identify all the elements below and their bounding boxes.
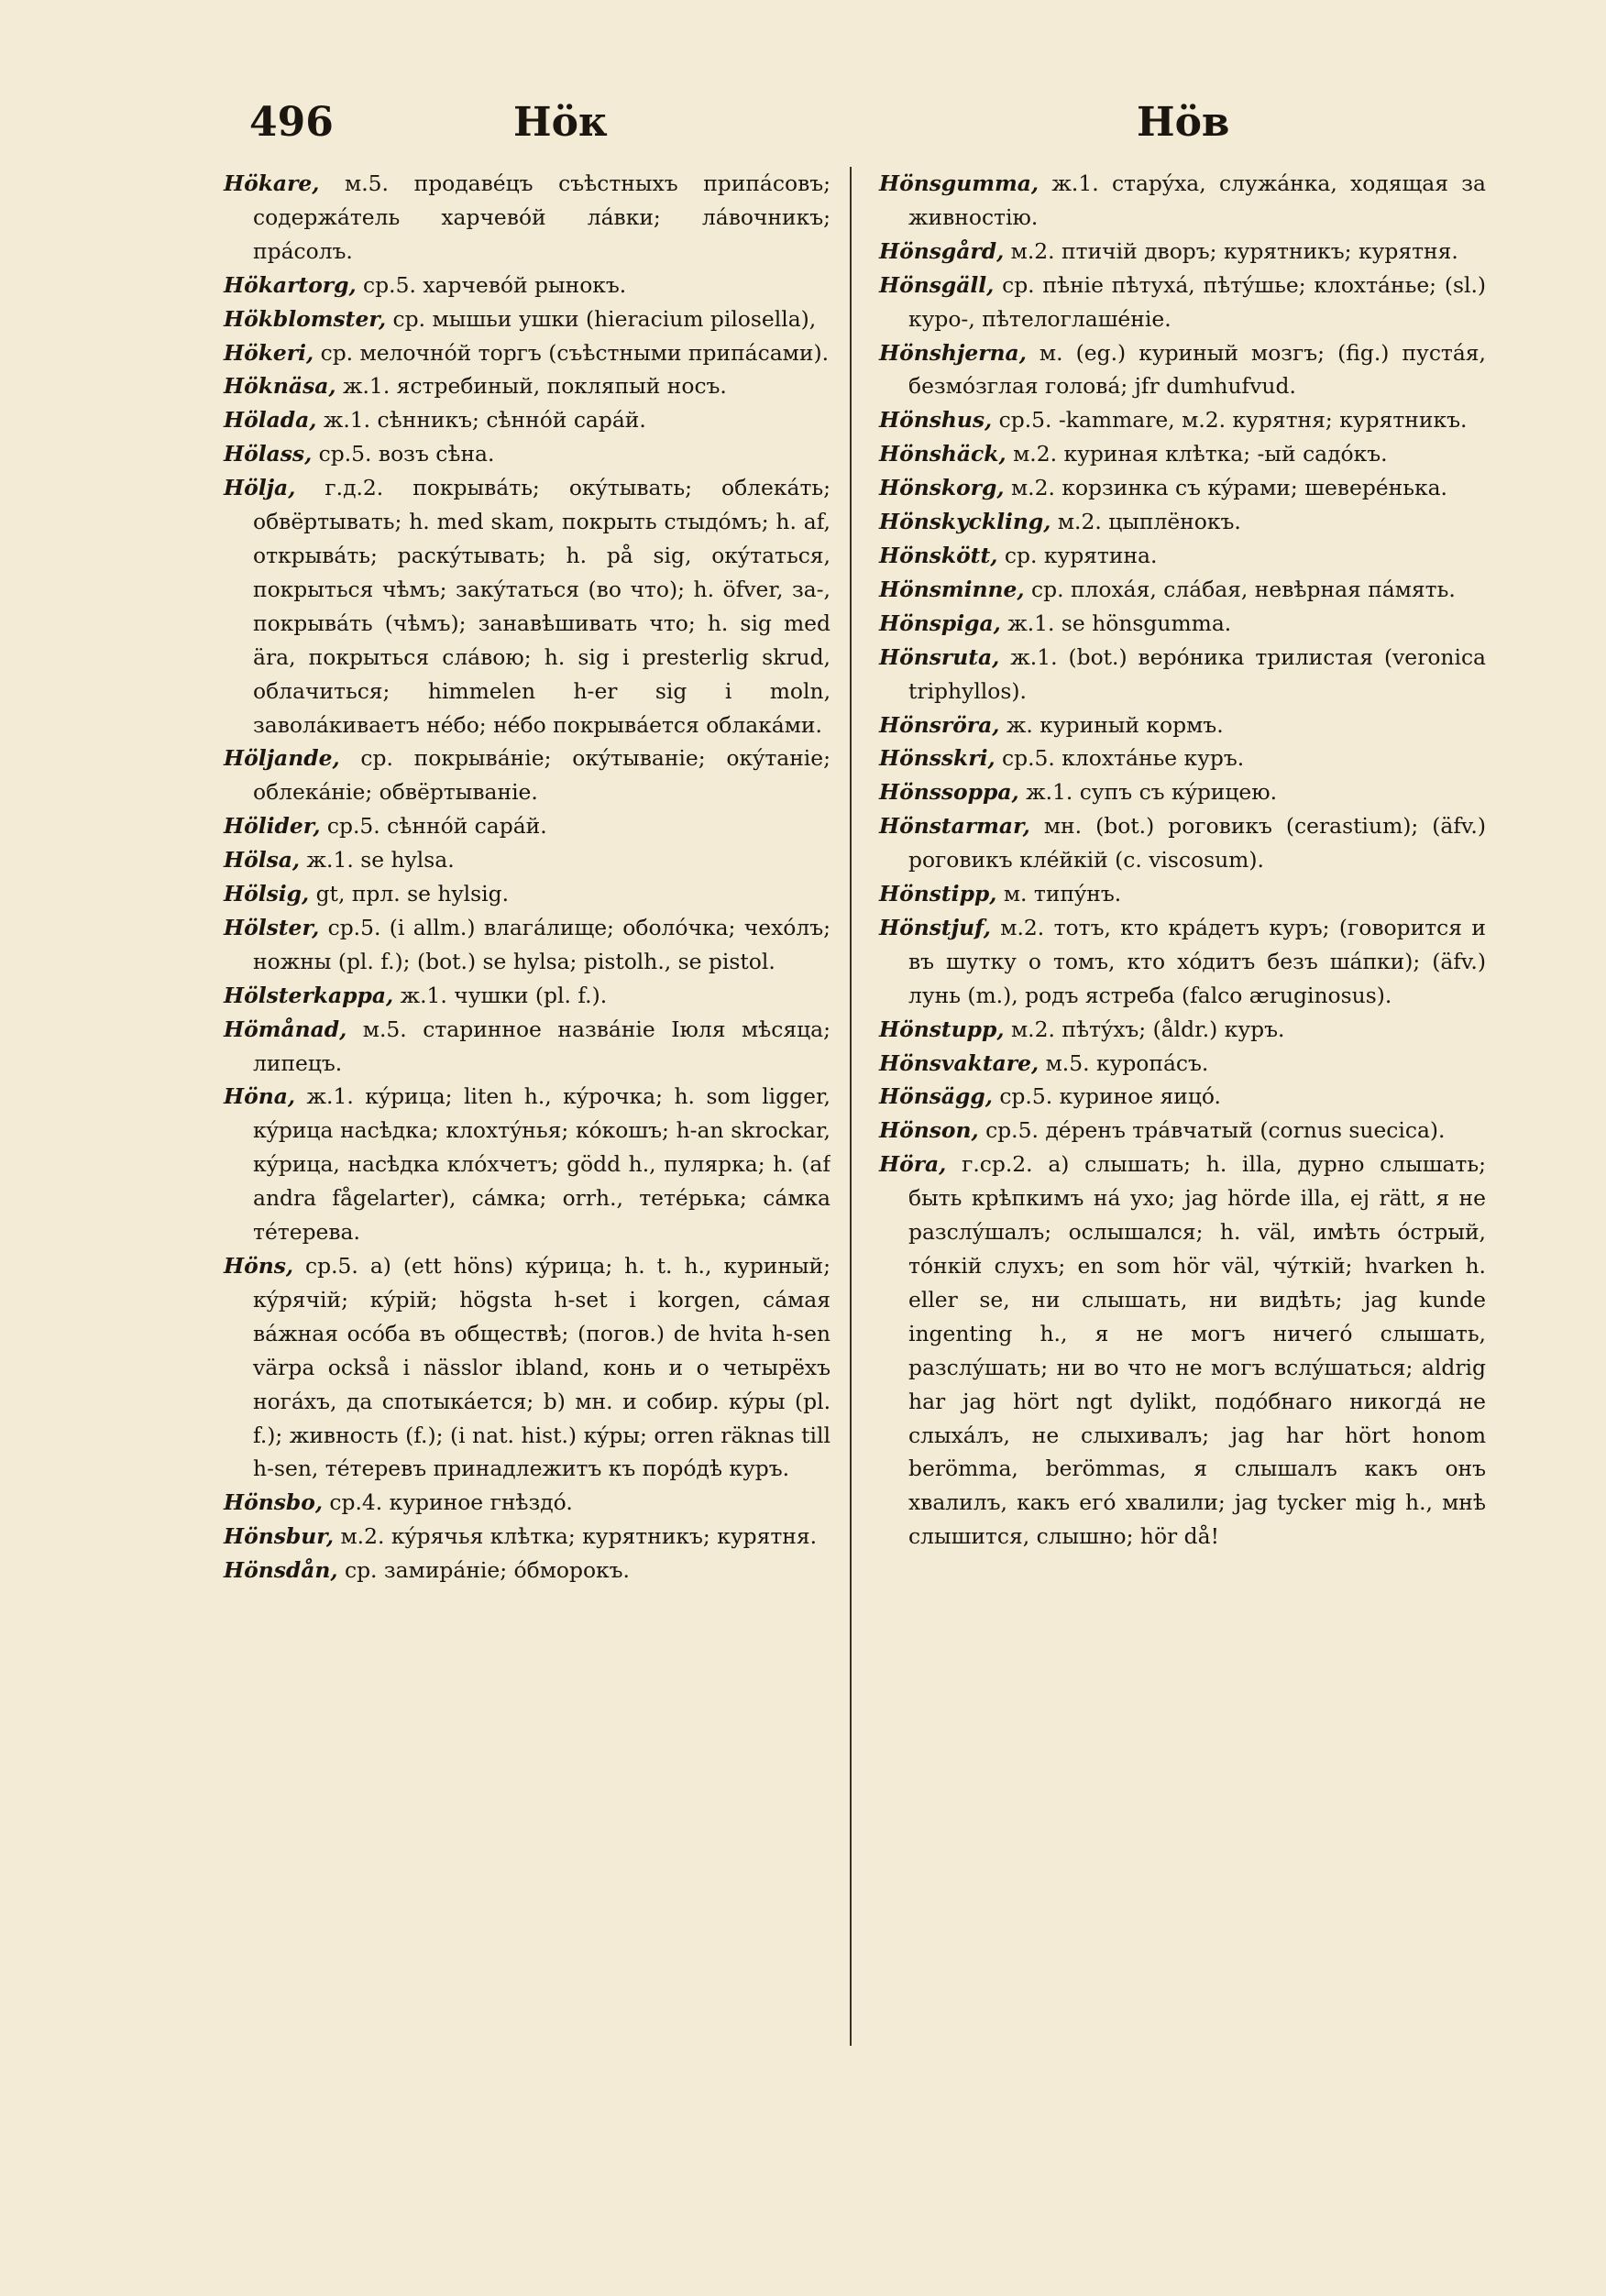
entry-headword: Hölass,	[224, 441, 313, 467]
dictionary-entry	[872, 809, 1486, 877]
dictionary-entry	[216, 437, 830, 471]
dictionary-entry	[872, 1114, 1486, 1148]
entry-headword: Hönson,	[879, 1117, 979, 1144]
entry-headword: Hönsdån,	[224, 1557, 338, 1584]
dictionary-entry	[872, 403, 1486, 437]
dictionary-entry	[872, 877, 1486, 911]
entry-definition: ж.1. (bot.) верóника трилистая (veronica triphyllos).	[908, 643, 1486, 704]
entry-definition: ж. куриный кормъ.	[999, 711, 1224, 738]
entry-headword: Hönsvaktare,	[879, 1049, 1040, 1076]
entry-headword: Hönsbur,	[224, 1523, 335, 1550]
entry-definition: ж.1. кýрица; liten h., кýрочка; h. som ligger, кýрица насѣдка; клохтýнья; кóкошъ; h-an skrockar, кýрица, насѣдка клóхчетъ; gödd h., пулярка; h. (af andra fågelarter), сáмка; orrh., тетéрька; сáмка тéтерева.	[253, 1083, 830, 1246]
dictionary-entry	[872, 1047, 1486, 1081]
entry-definition: ср.5. дéренъ трáвчатый (cornus suecica).	[978, 1117, 1446, 1144]
entry-headword: Hönssoppa,	[879, 779, 1019, 806]
entry-definition: ср. покрывáніе; окýтываніе; окýтаніе; облекáніе; обвёртываніе.	[253, 745, 830, 806]
entry-definition: gt, прл. se hylsig.	[309, 881, 510, 907]
dictionary-entry	[872, 1148, 1486, 1554]
dictionary-entry	[872, 505, 1486, 539]
entry-definition: ср. курятина.	[997, 542, 1158, 568]
entry-headword: Hönsskri,	[879, 745, 996, 772]
dictionary-entry	[872, 471, 1486, 505]
entry-headword: Hönshus,	[879, 407, 993, 434]
dictionary-entry	[872, 607, 1486, 641]
dictionary-entry	[216, 979, 830, 1013]
entry-definition: ср.5. клохтáнье куръ.	[995, 745, 1245, 772]
entry-headword: Hönstupp,	[879, 1016, 1005, 1042]
dictionary-entry	[872, 167, 1486, 235]
left-column	[216, 167, 830, 2266]
dictionary-entry	[216, 403, 830, 437]
entry-headword: Hökare,	[224, 170, 320, 196]
entry-definition: ж.1. чушки (pl. f.).	[393, 982, 608, 1008]
entry-definition: м.2. тотъ, кто крáдетъ куръ; (говорится и въ шутку о томъ, кто хóдитъ безъ шáпки); (äfv.) лунь (m.), родъ ястреба (falco æruginosus).	[908, 914, 1486, 1008]
entry-definition: м.5. старинное назвáніе Іюля мѣсяца; липецъ.	[253, 1016, 830, 1076]
entry-headword: Hönsgäll,	[879, 271, 995, 298]
entry-headword: Hönsminne,	[879, 576, 1025, 602]
entry-headword: Hönshjerna,	[879, 339, 1027, 366]
dictionary-entry	[216, 1520, 830, 1554]
dictionary-entry	[216, 1080, 830, 1249]
right-column	[872, 167, 1486, 2266]
entry-definition: м.2. птичій дворъ; курятникъ; курятня.	[1004, 237, 1458, 264]
dictionary-entry	[216, 1013, 830, 1081]
entry-definition: ср.5. харчевóй рынокъ.	[356, 271, 627, 298]
entry-definition: м.2. куриная клѣтка; -ый садóкъ.	[1006, 441, 1388, 467]
dictionary-entry	[872, 1013, 1486, 1047]
entry-definition: мн. (bot.) роговикъ (cerastium); (äfv.) роговикъ клéйкій (c. viscosum).	[908, 813, 1486, 873]
dictionary-entry	[872, 269, 1486, 336]
entry-headword: Hökblomster,	[224, 305, 387, 332]
entry-definition: м.5. куропáсъ.	[1039, 1049, 1209, 1076]
left-running-head: Нöк	[513, 99, 608, 146]
dictionary-entry	[216, 1554, 830, 1587]
dictionary-entry	[872, 573, 1486, 607]
entry-definition: г.ср.2. а) слышать; h. illa, дурно слышать; быть крѣпкимъ нá ухо; jag hörde illa, ej rätt, я не разслýшалъ; ослышался; h. väl, имѣть óстрый, тóнкій слухъ; en som hör väl, чýткій; hvarken h. eller se, ни слышать, ни видѣть; jag kunde ingenting h., я не могъ ничегó слышать, разслýшать; ни во что не могъ вслýшаться; aldrig har jag hört ngt dylikt, подóбнаго никогдá не слыхáлъ, не слыхивалъ; jag har hört honom berömma, berömmas, я слышалъ какъ онъ хвалилъ, какъ егó хвалили; jag tycker mig h., мнѣ слышится, слышно; hör då!	[908, 1151, 1486, 1550]
dictionary-entry	[872, 539, 1486, 573]
entry-headword: Höknäsa,	[224, 373, 336, 400]
entry-definition: ж.1. se hylsa.	[300, 847, 455, 873]
entry-definition: ж.1. сѣнникъ; сѣннóй сарáй.	[316, 407, 646, 434]
entry-definition: м.2. корзинка съ кýрами; шеверéнька.	[1004, 475, 1447, 501]
right-running-head: Нöв	[1137, 99, 1230, 146]
entry-headword: Hömånad,	[224, 1016, 347, 1042]
entry-definition: г.д.2. покрывáть; окýтывать; облекáть; обвёртывать; h. med skam, покрыть стыдóмъ; h. af, открывáть; раскýтывать; h. på sig, окýтаться, покрыться чѣмъ; закýтаться (во что); h. öfver, за-, покрывáть (чѣмъ); занавѣшивать что; h. sig med ära, покрыться слáвою; h. sig i presterlig skrud, облачиться; himmelen h-er sig i moln, заволáкиваетъ нéбо; нéбо покрывáется облакáми.	[253, 475, 830, 738]
entry-headword: Hölsig,	[224, 881, 310, 907]
entry-definition: ср.5. (i allm.) влагáлище; оболóчка; чехóлъ; ножны (pl. f.); (bot.) se hylsa; pistolh., se pistol.	[253, 914, 830, 974]
entry-headword: Hölster,	[224, 914, 320, 940]
entry-definition: м. (eg.) куриный мозгъ; (fig.) пустáя, безмóзглая головá; jfr dumhufvud.	[908, 339, 1486, 400]
dictionary-entry	[872, 336, 1486, 404]
entry-definition: ср.5. возъ сѣна.	[312, 441, 495, 467]
dictionary-entry	[216, 471, 830, 742]
entry-definition: м. типýнъ.	[996, 881, 1122, 907]
dictionary-entry	[872, 775, 1486, 809]
entry-definition: ср.4. куриное гнѣздó.	[322, 1489, 573, 1516]
entry-definition: ср.5. -kammare, м.2. курятня; курятникъ.	[992, 407, 1468, 434]
entry-headword: Hönstipp,	[879, 881, 997, 907]
dictionary-entry	[216, 1486, 830, 1520]
entry-headword: Höra,	[879, 1151, 947, 1178]
entry-headword: Hönsägg,	[879, 1083, 993, 1110]
entry-definition: ср. пѣніе пѣтухá, пѣтýшье; клохтáнье; (sl.) куро-, пѣтелоглашéніе.	[908, 271, 1486, 332]
entry-headword: Hönsgumma,	[879, 170, 1040, 196]
entry-definition: м.5. продавéцъ съѣстныхъ припáсовъ; содержáтель харчевóй лáвки; лáвочникъ; прáсолъ.	[253, 170, 830, 264]
dictionary-entry	[216, 742, 830, 809]
entry-definition: ж.1. старýха, служáнка, ходящая за живностію.	[908, 170, 1486, 230]
dictionary-entry	[216, 336, 830, 370]
entry-headword: Hölider,	[224, 813, 321, 840]
dictionary-entry	[216, 369, 830, 403]
column-divider	[850, 167, 852, 2046]
entry-definition: ср.5. а) (ett höns) кýрица; h. t. h., куриный; кýрячій; кýрій; högsta h-set i korgen, сáмая вáжная осóба въ обществѣ; (погов.) de hvita h-sen värpa också i nässlor ibland, конь и о четырёхъ ногáхъ, да спотыкáется; b) мн. и собир. кýры (pl. f.); живность (f.); (i nat. hist.) кýры; orren räknas till h-sen, тéтеревъ принадлежитъ къ порóдѣ куръ.	[253, 1253, 830, 1482]
dictionary-entry	[216, 167, 830, 269]
entry-definition: ж.1. супъ съ кýрицею.	[1018, 779, 1278, 806]
dictionary-entry	[872, 911, 1486, 1013]
entry-headword: Hökeri,	[224, 339, 314, 366]
entry-headword: Hönsbo,	[224, 1489, 323, 1516]
dictionary-entry	[216, 1249, 830, 1486]
entry-headword: Hönskorg,	[879, 475, 1005, 501]
entry-definition: м.2. пѣтýхъ; (åldr.) куръ.	[1004, 1016, 1285, 1042]
dictionary-entry	[216, 269, 830, 302]
entry-definition: м.2. цыплёнокъ.	[1050, 509, 1241, 535]
dictionary-entry	[872, 742, 1486, 775]
entry-headword: Hönstjuf,	[879, 914, 991, 940]
entry-definition: ср.5. куриное яицó.	[992, 1083, 1221, 1110]
dictionary-entry	[216, 843, 830, 877]
entry-definition: ср. плохáя, слáбая, невѣрная пáмять.	[1024, 576, 1456, 602]
dictionary-entry	[872, 709, 1486, 742]
dictionary-entry	[872, 437, 1486, 471]
dictionary-entry	[872, 1080, 1486, 1114]
entry-headword: Höns,	[224, 1253, 294, 1279]
dictionary-entry	[216, 809, 830, 843]
dictionary-entry	[216, 911, 830, 979]
entry-definition: ср. мышьи ушки (hieracium pilosella),	[386, 305, 817, 332]
entry-definition: ср. замирáніе; óбморокъ.	[337, 1557, 630, 1584]
entry-headword: Hölsterkappa,	[224, 982, 394, 1008]
dictionary-entry	[216, 302, 830, 336]
page-number: 496	[249, 99, 334, 146]
entry-definition: м.2. кýрячья клѣтка; курятникъ; курятня.	[334, 1523, 818, 1550]
entry-headword: Hönsruta,	[879, 643, 1000, 670]
entry-headword: Höna,	[224, 1083, 296, 1110]
entry-headword: Hökartorg,	[224, 271, 357, 298]
entry-headword: Hönskyckling,	[879, 509, 1051, 535]
entry-headword: Höljande,	[224, 745, 340, 772]
entry-definition: ж.1. ястребиный, покляпый носъ.	[336, 373, 727, 400]
entry-headword: Hönstarmar,	[879, 813, 1030, 840]
dictionary-entry	[872, 235, 1486, 269]
entry-headword: Hönsgård,	[879, 237, 1005, 264]
entry-headword: Hönshäck,	[879, 441, 1006, 467]
entry-definition: ж.1. se hönsgumma.	[1000, 610, 1232, 636]
entry-headword: Hönspiga,	[879, 610, 1001, 636]
entry-headword: Hönskött,	[879, 542, 998, 568]
dictionary-entry	[216, 877, 830, 911]
entry-headword: Hölada,	[224, 407, 317, 434]
entry-definition: ср. мелочнóй торгъ (съѣстными припáсами).	[314, 339, 829, 366]
entry-headword: Hönsröra,	[879, 711, 1000, 738]
entry-definition: ср.5. сѣннóй сарáй.	[320, 813, 547, 840]
dictionary-entry	[872, 641, 1486, 709]
entry-headword: Hölsa,	[224, 847, 301, 873]
entry-headword: Hölja,	[224, 475, 296, 501]
